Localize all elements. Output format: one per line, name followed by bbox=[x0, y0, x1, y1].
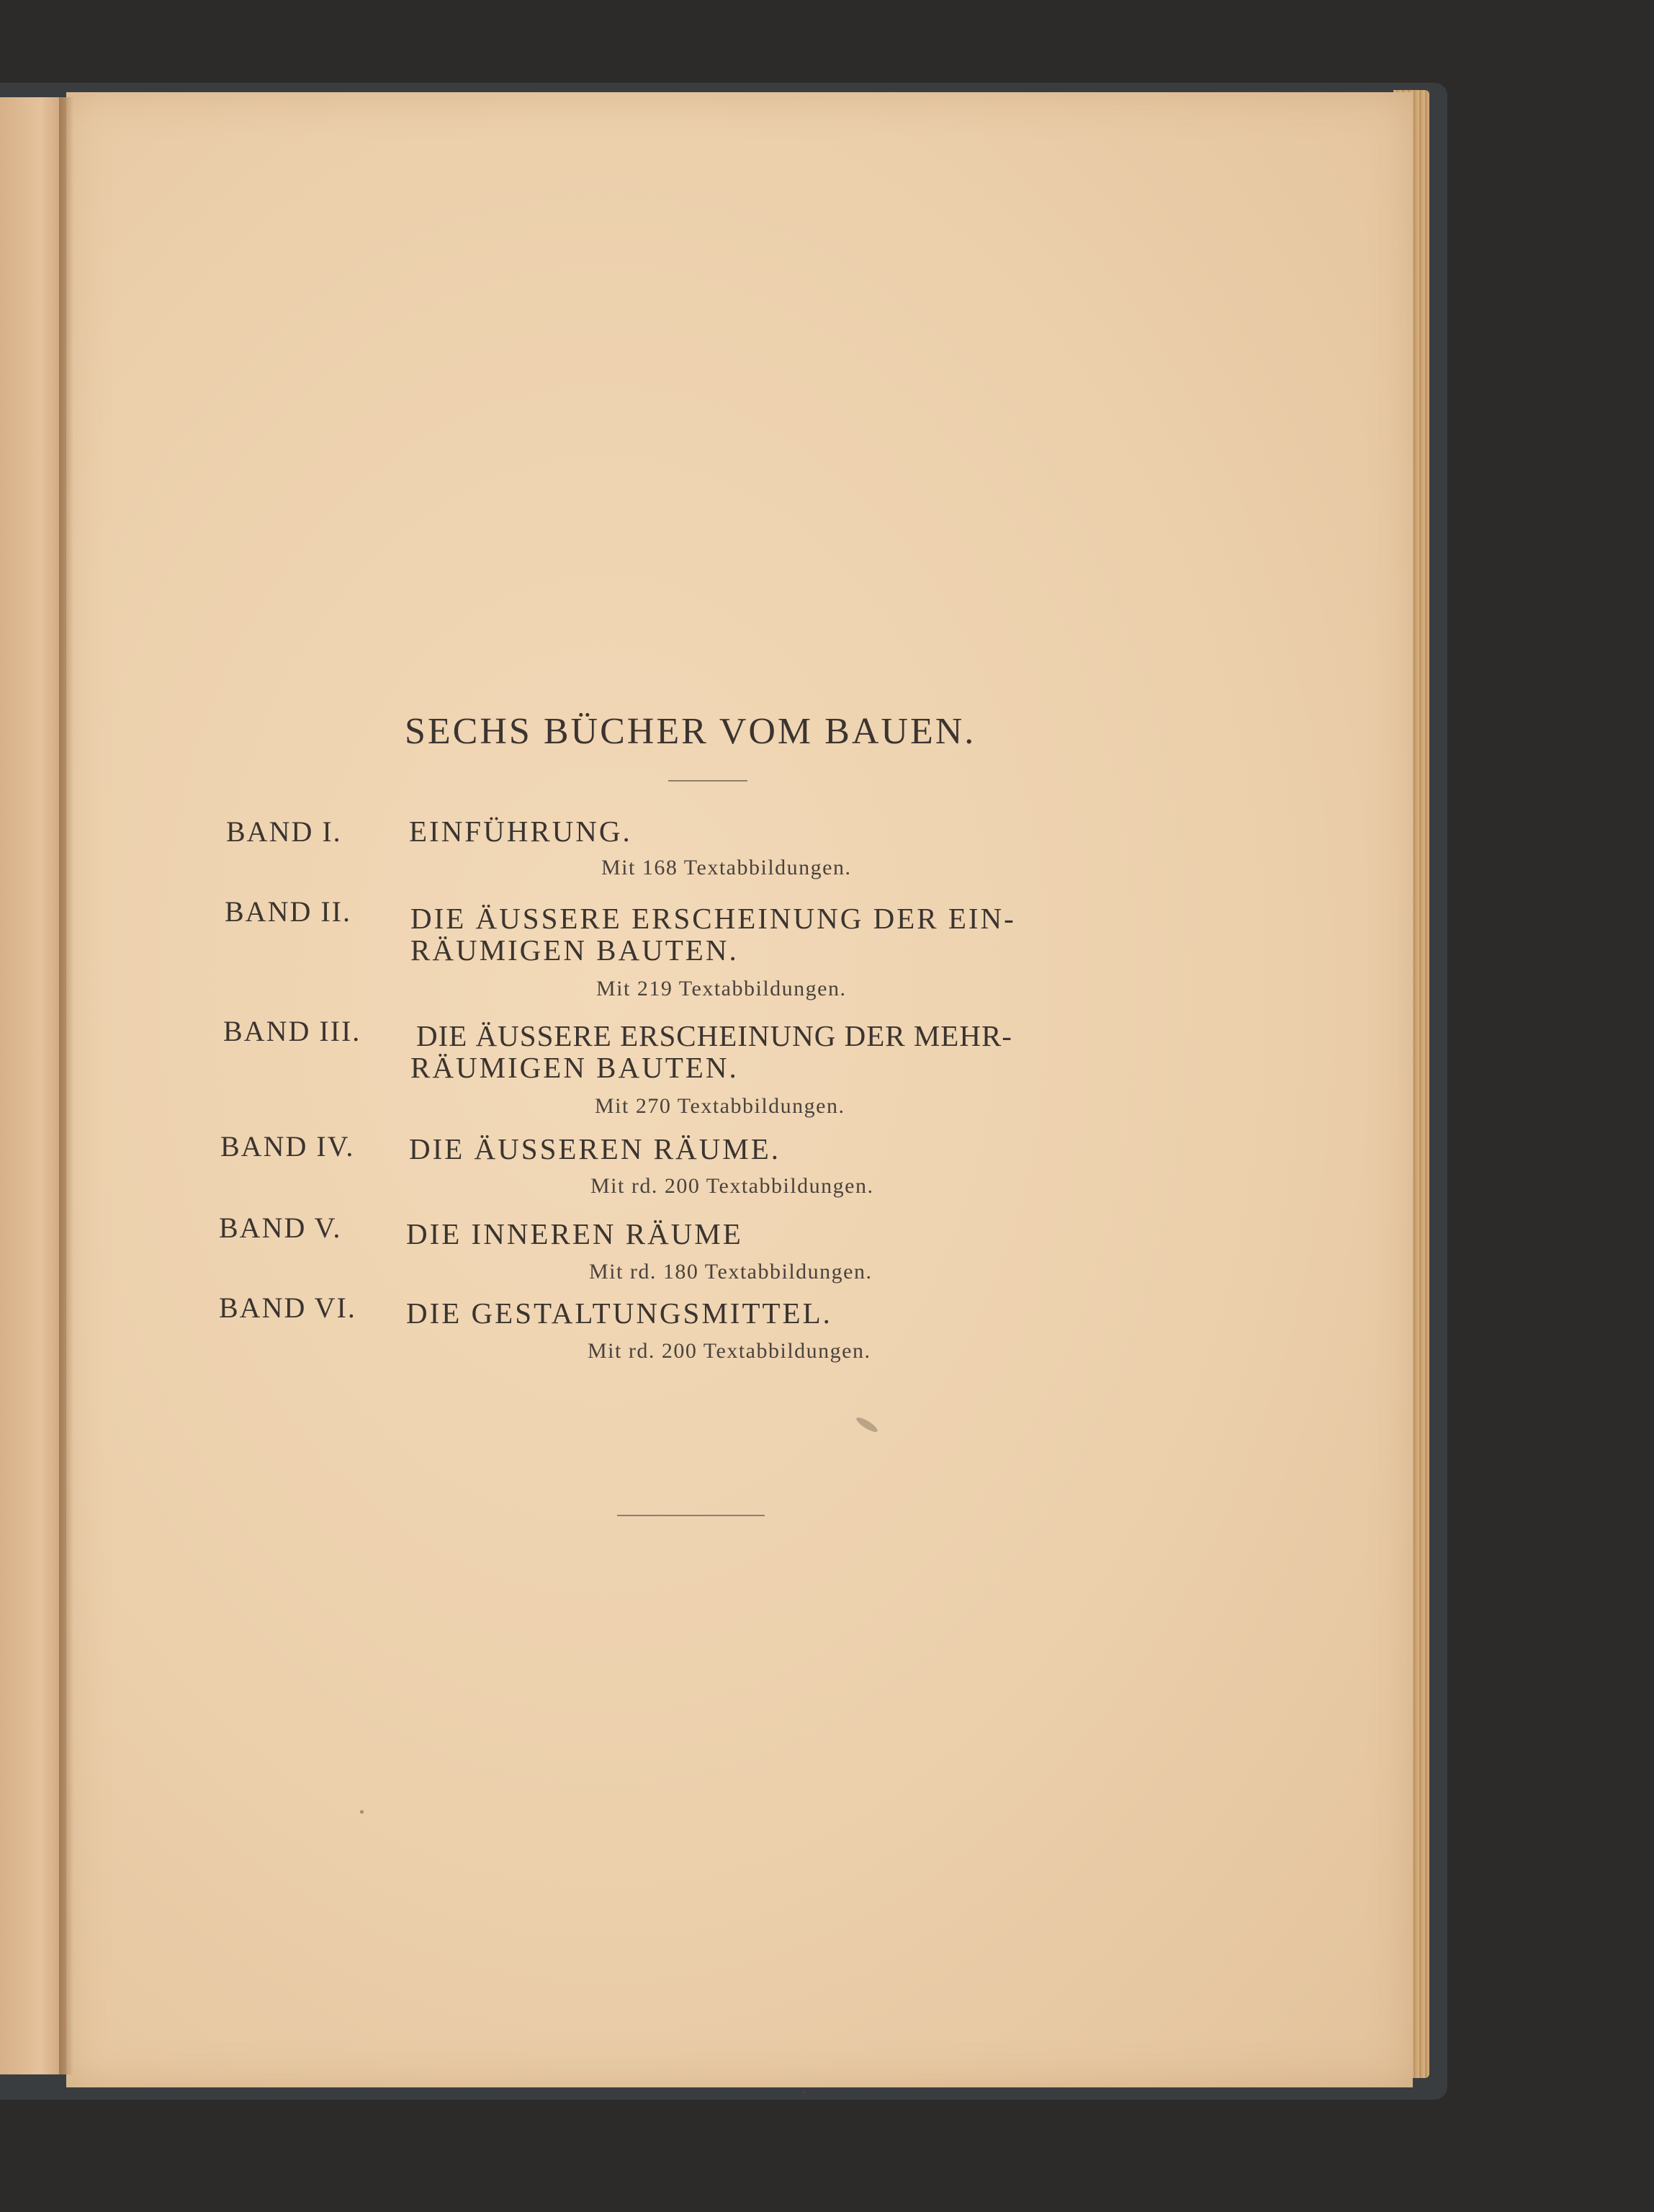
band-label: BAND I. bbox=[226, 815, 342, 848]
illustration-count: Mit rd. 200 Textabbildungen. bbox=[588, 1339, 871, 1363]
volume-title: DIE ÄUSSERE ERSCHEINUNG DER MEHR- bbox=[416, 1019, 1012, 1052]
illustration-count: Mit 219 Textabbildungen. bbox=[596, 977, 847, 1000]
paper-speck bbox=[803, 2091, 806, 2094]
band-label: BAND IV. bbox=[220, 1130, 355, 1163]
illustration-count: Mit rd. 200 Textabbildungen. bbox=[590, 1174, 874, 1198]
band-label: BAND V. bbox=[219, 1212, 342, 1244]
volume-title-continued: RÄUMIGEN BAUTEN. bbox=[410, 1051, 739, 1084]
band-label: BAND II. bbox=[225, 895, 351, 928]
closing-rule bbox=[617, 1515, 765, 1516]
volume-title: EINFÜHRUNG. bbox=[409, 815, 632, 848]
volume-title: DIE ÄUSSERE ERSCHEINUNG DER EIN- bbox=[410, 902, 1016, 935]
volume-title: DIE GESTALTUNGSMITTEL. bbox=[406, 1297, 832, 1330]
volume-title: DIE INNEREN RÄUME bbox=[406, 1217, 743, 1250]
paper-speck bbox=[360, 1810, 364, 1814]
page-gutter bbox=[59, 97, 73, 2074]
illustration-count: Mit 270 Textabbildungen. bbox=[595, 1094, 845, 1118]
illustration-count: Mit 168 Textabbildungen. bbox=[601, 856, 852, 879]
illustration-count: Mit rd. 180 Textabbildungen. bbox=[589, 1260, 873, 1284]
band-label: BAND III. bbox=[223, 1015, 361, 1047]
page-title: SECHS BÜCHER VOM BAUEN. bbox=[405, 711, 976, 752]
volume-title: DIE ÄUSSEREN RÄUME. bbox=[409, 1132, 781, 1165]
book-page bbox=[66, 92, 1413, 2087]
band-label: BAND VI. bbox=[219, 1291, 356, 1324]
left-page-edge bbox=[0, 97, 68, 2074]
title-rule bbox=[668, 780, 747, 782]
volume-title-continued: RÄUMIGEN BAUTEN. bbox=[410, 933, 739, 967]
paper-speck bbox=[855, 1415, 879, 1434]
